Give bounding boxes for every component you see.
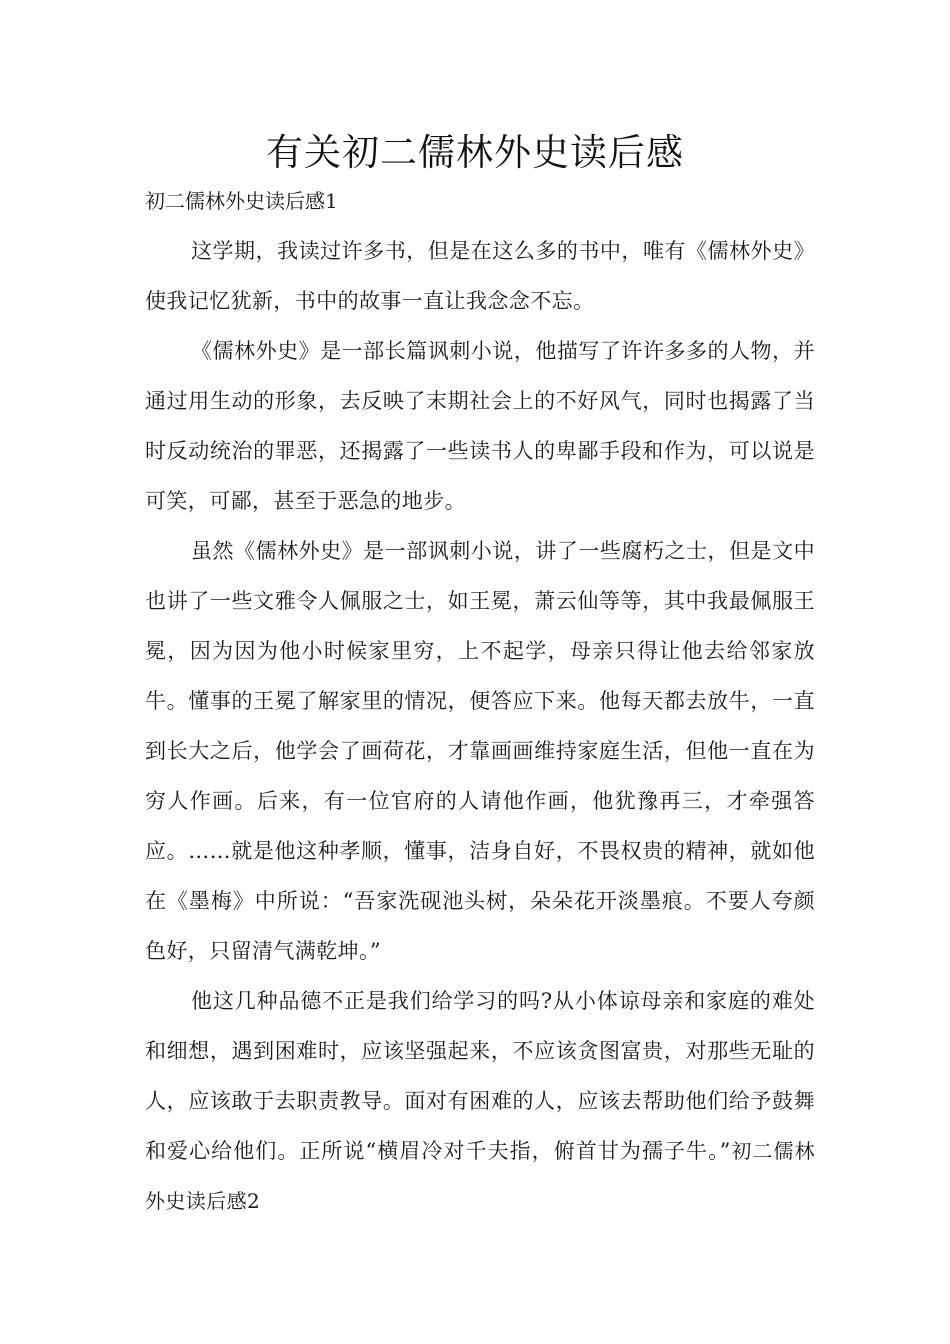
paragraph-4-text: 他这几种品德不正是我们给学习的吗?从小体谅母亲和家庭的难处和细想，遇到困难时，应该坚强起来，不应该贪图富贵，对那些无耻的人，应该敢于去职责教导。面对有困难的人，应该去帮助他们给予鼓舞和爱心给他们。正所说“横眉冷对千夫指，俯首甘为孺子牛。” — [145, 989, 815, 1163]
paragraph-3: 虽然《儒林外史》是一部讽刺小说，讲了一些腐朽之士，但是文中也讲了一些文雅令人佩服之士，如王冕，萧云仙等等，其中我最佩服王冕，因为因为他小时候家里穷，上不起学，母亲只得让他去给邻家放牛。懂事的王冕了解家里的情况，便答应下来。他每天都去放牛，一直到长大之后，他学会了画荷花，才靠画画维持家庭生活，但他一直在为穷人作画。后来，有一位官府的人请他作画，他犹豫再三，才牵强答应。……就是他这种孝顺，懂事，洁身自好，不畏权贵的精神，就如他在《墨梅》中所说：“吾家洗砚池头树，朵朵花开淡墨痕。不要人夸颜色好，只留清气满乾坤。” — [145, 539, 815, 963]
paragraph-1: 这学期，我读过许多书，但是在这么多的书中，唯有《儒林外史》使我记忆犹新，书中的故事一直让我念念不忘。 — [145, 239, 815, 313]
paragraph-2: 《儒林外史》是一部长篇讽刺小说，他描写了许许多多的人物，并通过用生动的形象，去反映了末期社会上的不好风气，同时也揭露了当时反动统治的罪恶，还揭露了一些读书人的卑鄙手段和作为，可以说是可笑，可鄙，甚至于恶急的地步。 — [145, 339, 815, 513]
section-heading-1: 初二儒林外史读后感1 — [145, 189, 338, 213]
section-heading-2: 初二儒林外史读后感2 — [145, 1139, 815, 1213]
document-title: 有关初二儒林外史读后感 — [266, 131, 684, 174]
paragraph-4 — [145, 976, 815, 1226]
document-body — [145, 226, 815, 1226]
